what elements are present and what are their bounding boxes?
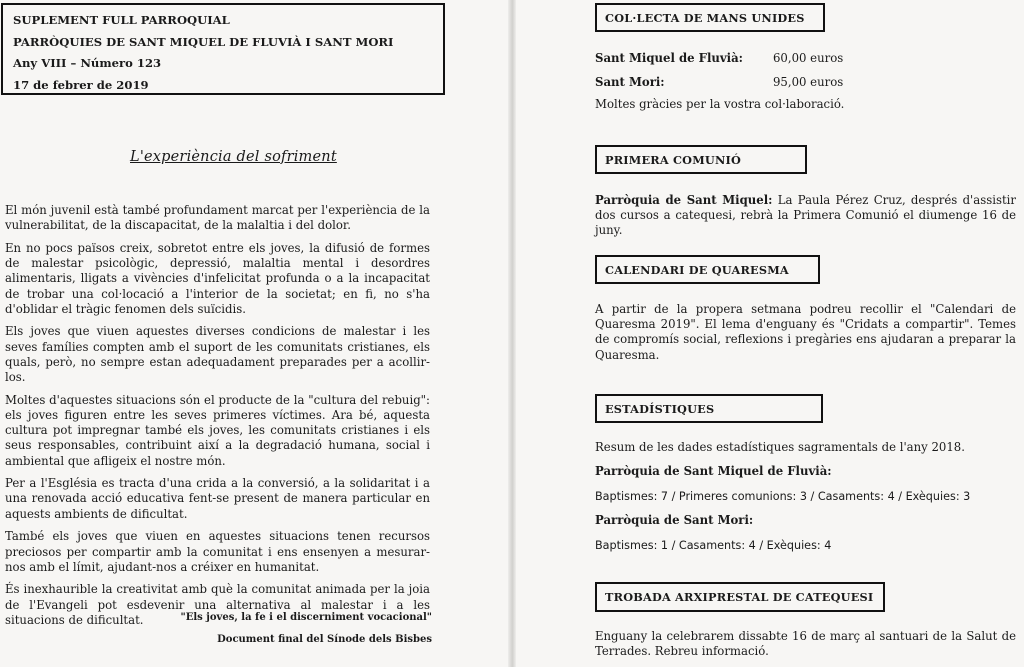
comunio-heading: PRIMERA COMUNIÓ — [595, 145, 807, 174]
article-paragraph: És inexhaurible la creativitat amb què la comunitat animada per la joia de l'Evangeli pot esdevenir una alternativa al malestar i a les situacions de dificultat. — [5, 582, 430, 627]
article-body — [5, 203, 430, 636]
colecta-row — [595, 75, 843, 89]
article-title: L'experiència del sofriment — [130, 149, 337, 165]
estadistiques-figures: Baptismes: 1 / Casaments: 4 / Exèquies: 4 — [595, 539, 832, 552]
colecta-amount: 60,00 euros — [773, 51, 844, 65]
article-paragraph: Moltes d'aquestes situacions són el producte de la "cultura del rebuig": els joves figuren entre les seves primeres víctimes. Ara bé, aquesta cultura pot impregnar també els joves, les comunitats cristianes i els seus responsables, contribuint així a la degradació humana, social i ambiental que afligeix el nostre món. — [5, 392, 430, 468]
article-citation — [180, 607, 432, 651]
masthead-parishes: PARRÒQUIES DE SANT MIQUEL DE FLUVIÀ I SANT MORI — [13, 34, 394, 49]
article-paragraph: Els joves que viuen aquestes diverses condicions de malestar i les seves famílies compten amb el suport de les comunitats cristianes, els quals, però, no sempre estan adequadament preparades per a acollir-los. — [5, 324, 430, 385]
colecta-row — [595, 51, 843, 65]
colecta-amount: 95,00 euros — [773, 75, 844, 89]
estadistiques-parish: Parròquia de Sant Mori: — [595, 513, 754, 527]
masthead-box — [1, 3, 445, 95]
masthead-date: 17 de febrer de 2019 — [13, 77, 149, 92]
estadistiques-parish: Parròquia de Sant Miquel de Fluvià: — [595, 464, 832, 478]
right-page — [514, 0, 1024, 667]
masthead-issue: Any VIII – Número 123 — [13, 56, 162, 70]
quaresma-heading: CALENDARI DE QUARESMA — [595, 255, 820, 284]
article-paragraph: També els joves que viuen en aquestes situacions tenen recursos preciosos per compartir amb la comunitat i ens ensenyen a mesurar-nos amb el límit, ajudant-nos a créixer en humanitat. — [5, 529, 430, 574]
article-paragraph: En no pocs països creix, sobretot entre els joves, la difusió de formes de malestar psicològic, depressió, malaltia mental i desordres alimentaris, lligats a vivències d'infelicitat profunda o a la incapacitat de trobar una col·locació a l'interior de la societat; en fi, no s'ha d'oblidar el tràgic fenomen dels suïcidis. — [5, 240, 430, 316]
trobada-text: Enguany la celebrarem dissabte 16 de març al santuari de la Salut de Terrades. Rebreu informació. — [595, 629, 1016, 659]
estadistiques-figures: Baptismes: 7 / Primeres comunions: 3 / Casaments: 4 / Exèquies: 3 — [595, 490, 971, 503]
article-paragraph: El món juvenil està també profundament marcat per l'experiència de la vulnerabilitat, de la discapacitat, de la malaltia i del dolor. — [5, 203, 430, 233]
comunio-parish: Parròquia de Sant Miquel: — [595, 193, 773, 207]
trobada-heading: TROBADA ARXIPRESTAL DE CATEQUESI — [595, 582, 885, 612]
citation-document: Document final del Sínode dels Bisbes — [217, 634, 432, 645]
colecta-parish: Sant Mori: — [595, 75, 665, 89]
citation-source: "Els joves, la fe i el discerniment vocacional" — [180, 612, 432, 623]
colecta-parish: Sant Miquel de Fluvià: — [595, 51, 743, 65]
comunio-text — [595, 193, 1016, 239]
estadistiques-intro: Resum de les dades estadístiques sagramentals de l'any 2018. — [595, 440, 965, 454]
estadistiques-heading: ESTADÍSTIQUES — [595, 394, 823, 423]
quaresma-text: A partir de la propera setmana podreu recollir el "Calendari de Quaresma 2019". El lema d'enguany és "Cridats a compartir". Temes de compromís social, reflexions i pregàries ens ajudaran a preparar la Quaresma. — [595, 302, 1016, 362]
colecta-heading: COL·LECTA DE MANS UNIDES — [595, 3, 825, 32]
masthead-title: SUPLEMENT FULL PARROQUIAL — [13, 13, 230, 27]
colecta-thanks: Moltes gràcies per la vostra col·laboració. — [595, 97, 845, 111]
comunio-details: La Paula Pérez Cruz, després d'assistir dos cursos a catequesi, rebrà la Primera Comunió el diumenge 16 de juny. — [595, 193, 1016, 238]
article-paragraph: Per a l'Església es tracta d'una crida a la conversió, a la solidaritat i a una renovada acció educativa fent-se present de manera particular en aquests ambients de dificultat. — [5, 476, 430, 521]
